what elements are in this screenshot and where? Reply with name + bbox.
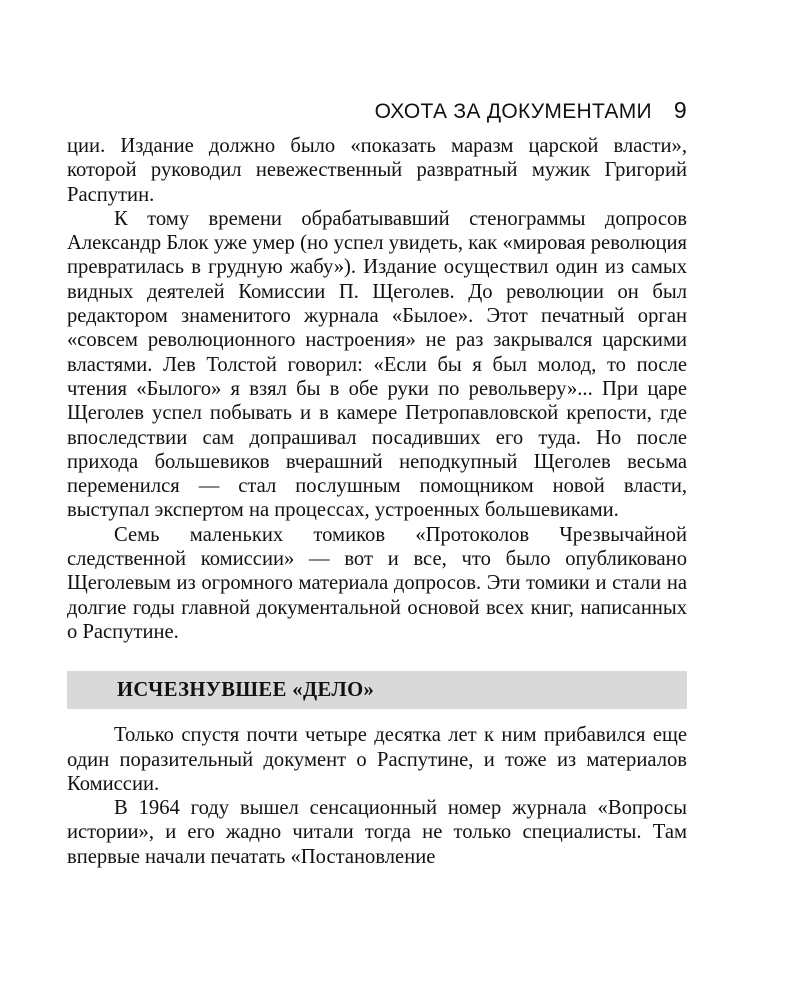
page-number: 9 [673, 97, 687, 123]
body-text [67, 134, 687, 644]
section-heading: ИСЧЕЗНУВШЕЕ «ДЕЛО» [67, 671, 687, 709]
book-page [67, 96, 687, 869]
paragraph: К тому времени обрабатывавший стенограммы допросов Александр Блок уже умер (но успел увидеть, как «мировая революция превратилась в грудную жабу»). Издание осуществил один из самых видных деятелей Комиссии П. Щеголев. До революции он был редактором знаменитого журнала «Былое». Этот печатный орган «совсем революционного настроения» не раз закрывался царскими властями. Лев Толстой говорил: «Если бы я был молод, то после чтения «Былого» я взял бы в обе руки по револьверу»... При царе Щеголев успел побывать и в камере Петропавловской крепости, где впоследствии сам допрашивал посадивших его туда. Но после прихода большевиков вчерашний неподкупный Щеголев весьма переменился — стал послушным помощником новой власти, выступал экспертом на процессах, устроенных большевиками. [67, 207, 687, 522]
body-text-continued [67, 723, 687, 869]
paragraph: Только спустя почти четыре десятка лет к ним прибавился еще один поразительный документ о Распутине, и тоже из материалов Комиссии. [67, 724, 687, 795]
running-head [67, 96, 687, 126]
paragraph: В 1964 году вышел сенсационный номер журнала «Вопросы истории», и его жадно читали тогда не только специалисты. Там впервые начали печатать «Постановление [67, 797, 687, 868]
paragraph: ции. Издание должно было «показать маразм царской власти», которой руководил невежественный развратный мужик Григорий Распутин. [67, 135, 687, 206]
running-title: ОХОТА ЗА ДОКУМЕНТАМИ [374, 100, 652, 123]
paragraph: Семь маленьких томиков «Протоколов Чрезвычайной следственной комиссии» — вот и все, что было опубликовано Щеголевым из огромного материала допросов. Эти томики и стали на долгие годы главной документальной основой всех книг, написанных о Распутине. [67, 523, 687, 643]
